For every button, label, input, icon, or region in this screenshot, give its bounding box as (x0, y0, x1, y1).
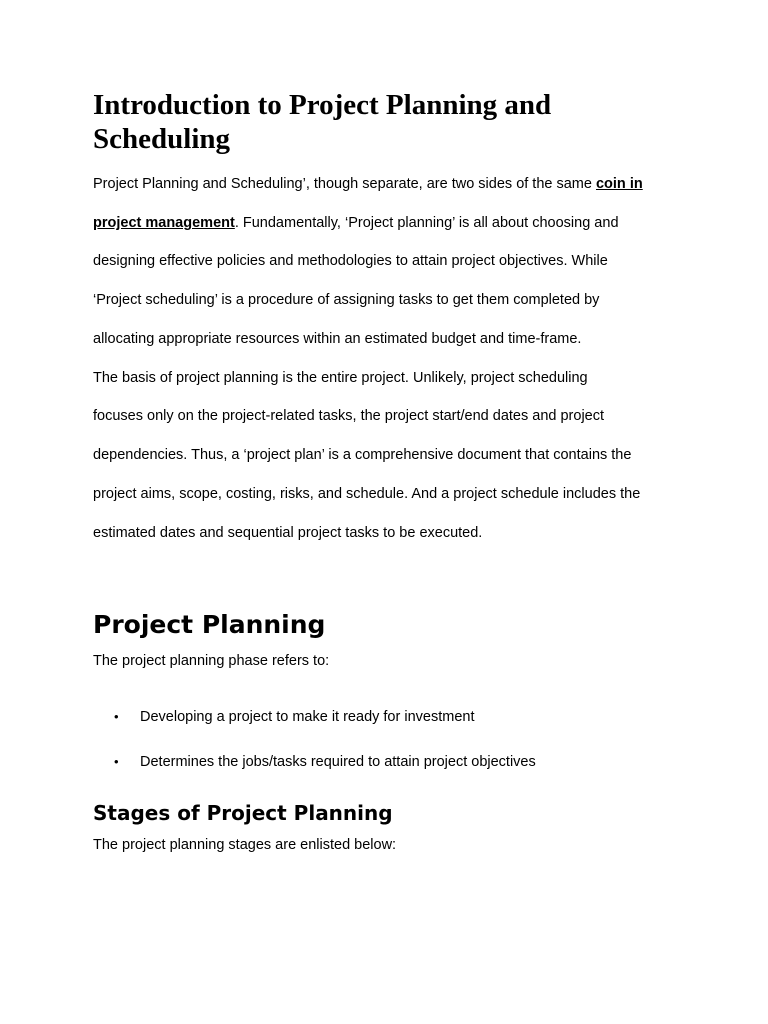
basis-line-3: dependencies. Thus, a ‘project plan’ is a comprehensive document that contains the (93, 447, 632, 463)
coin-in-project-management-link-part-1[interactable]: coin in (595, 176, 643, 192)
project-planning-lead: The project planning phase refers to: (93, 653, 330, 669)
project-planning-heading: Project Planning (93, 610, 326, 639)
intro-line-5: allocating appropriate resources within an estimated budget and time-frame. (93, 331, 582, 347)
intro-line-2 (93, 213, 619, 233)
stages-heading: Stages of Project Planning (93, 801, 393, 825)
list-item (114, 707, 474, 727)
basis-line-5: estimated dates and sequential project tasks to be executed. (93, 525, 483, 541)
intro-line-2-text: . Fundamentally, ‘Project planning’ is all about choosing and (234, 215, 619, 231)
bullet-icon: • (114, 709, 119, 724)
page-title: Introduction to Project Planning and Scheduling (93, 89, 552, 155)
stages-lead: The project planning stages are enlisted below: (93, 837, 397, 853)
basis-line-1: The basis of project planning is the entire project. Unlikely, project scheduling (93, 370, 588, 386)
intro-line-3: designing effective policies and methodologies to attain project objectives. While (93, 253, 608, 269)
bullet-icon: • (114, 754, 119, 769)
basis-line-4: project aims, scope, costing, risks, and schedule. And a project schedule includes the (93, 486, 641, 502)
intro-line-1-text: Project Planning and Scheduling’, though separate, are two sides of the same (93, 176, 596, 192)
list-item (114, 752, 536, 772)
intro-line-1 (93, 174, 643, 194)
list-item-text: Determines the jobs/tasks required to attain project objectives (140, 754, 536, 770)
coin-in-project-management-link-part-2[interactable]: project management (93, 215, 235, 231)
list-item-text: Developing a project to make it ready for investment (140, 709, 475, 725)
intro-line-4: ‘Project scheduling’ is a procedure of assigning tasks to get them completed by (93, 292, 600, 308)
basis-line-2: focuses only on the project-related tasks, the project start/end dates and project (93, 408, 605, 424)
